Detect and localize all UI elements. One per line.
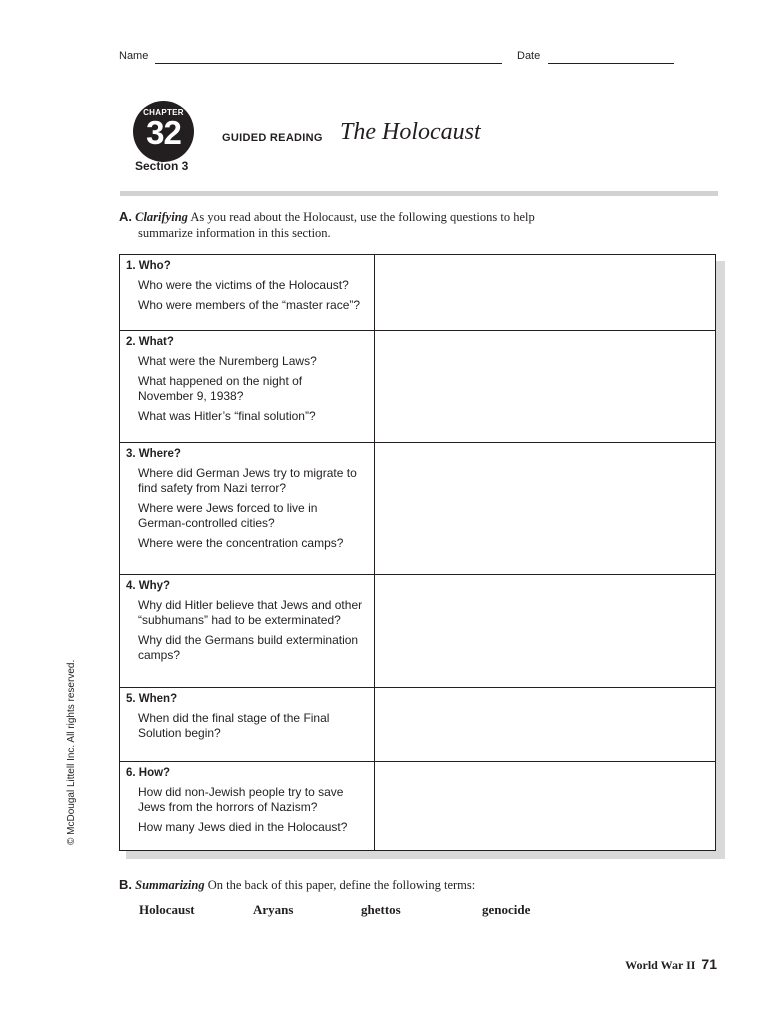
question-text: What were the Nuremberg Laws? [138,354,317,368]
question-cell [120,575,375,688]
table-row [120,687,715,762]
page-title: The Holocaust [340,119,481,145]
part-b-keyword: Summarizing [135,878,205,892]
part-a-line1: As you read about the Holocaust, use the following questions to help [190,210,535,224]
term-holocaust: Holocaust [139,902,195,917]
part-b-instructions [119,877,475,893]
question-text: When did the final stage of the Final Solution begin? [138,711,330,740]
date-label: Date [517,50,541,62]
date-field[interactable] [548,63,674,64]
part-a-letter: A. [119,209,132,224]
footer-unit: World War II [625,958,696,972]
question-cell [120,762,375,851]
question-heading: 3. Where? [126,448,181,460]
question-text: Where were the concentration camps? [138,536,344,550]
question-text: Why did the Germans build extermination camps? [138,633,359,662]
name-label: Name [119,50,149,62]
question-heading: 1. Who? [126,260,171,272]
question-table [119,254,716,851]
section-label: Section 3 [135,159,189,173]
part-a-instructions [119,209,679,241]
question-text: Where did German Jews try to migrate to find safety from Nazi terror? [138,466,357,495]
table-row [120,330,715,443]
question-cell [120,443,375,575]
term-ghettos: ghettos [361,902,401,917]
question-text: Where were Jews forced to live in German-controlled cities? [138,501,318,530]
chapter-number: 32 [146,114,181,151]
chapter-word: CHAPTER [143,108,184,117]
guided-reading-label: GUIDED READING [222,132,323,144]
question-text: How did non-Jewish people try to save Jews from the horrors of Nazism? [138,785,344,814]
chapter-badge [133,101,194,162]
term-genocide: genocide [482,902,531,917]
question-cell [120,688,375,762]
question-text: What was Hitler’s “final solution”? [138,409,316,423]
question-text: Who were the victims of the Holocaust? [138,278,349,292]
answer-cell[interactable] [376,688,715,762]
table-row [120,255,715,330]
question-text: What happened on the night of November 9, 1938? [138,374,303,403]
question-heading: 2. What? [126,336,174,348]
part-a-line2: summarize information in this section. [138,226,331,240]
table-row [120,574,715,688]
name-field[interactable] [155,63,502,64]
answer-cell[interactable] [376,575,715,688]
copyright-notice: © McDougal Littell Inc. All rights reserved. [66,659,77,845]
table-row [120,442,715,575]
header-divider [120,191,718,196]
question-cell [120,331,375,443]
page-number: 71 [701,956,717,972]
term-aryans: Aryans [253,902,294,917]
part-a-keyword: Clarifying [135,210,188,224]
question-text: Why did Hitler believe that Jews and other “subhumans” had to be exterminated? [138,598,363,627]
answer-cell[interactable] [376,443,715,575]
question-heading: 6. How? [126,767,171,779]
question-cell [120,255,375,330]
answer-cell[interactable] [376,762,715,851]
part-b-text: On the back of this paper, define the following terms: [207,878,476,892]
question-text: How many Jews died in the Holocaust? [138,820,348,834]
table-row [120,761,715,851]
page-footer [625,956,717,973]
answer-cell[interactable] [376,331,715,443]
answer-cell[interactable] [376,255,715,330]
question-heading: 5. When? [126,693,178,705]
part-b-letter: B. [119,877,132,892]
question-heading: 4. Why? [126,580,171,592]
question-text: Who were members of the “master race”? [138,298,361,312]
